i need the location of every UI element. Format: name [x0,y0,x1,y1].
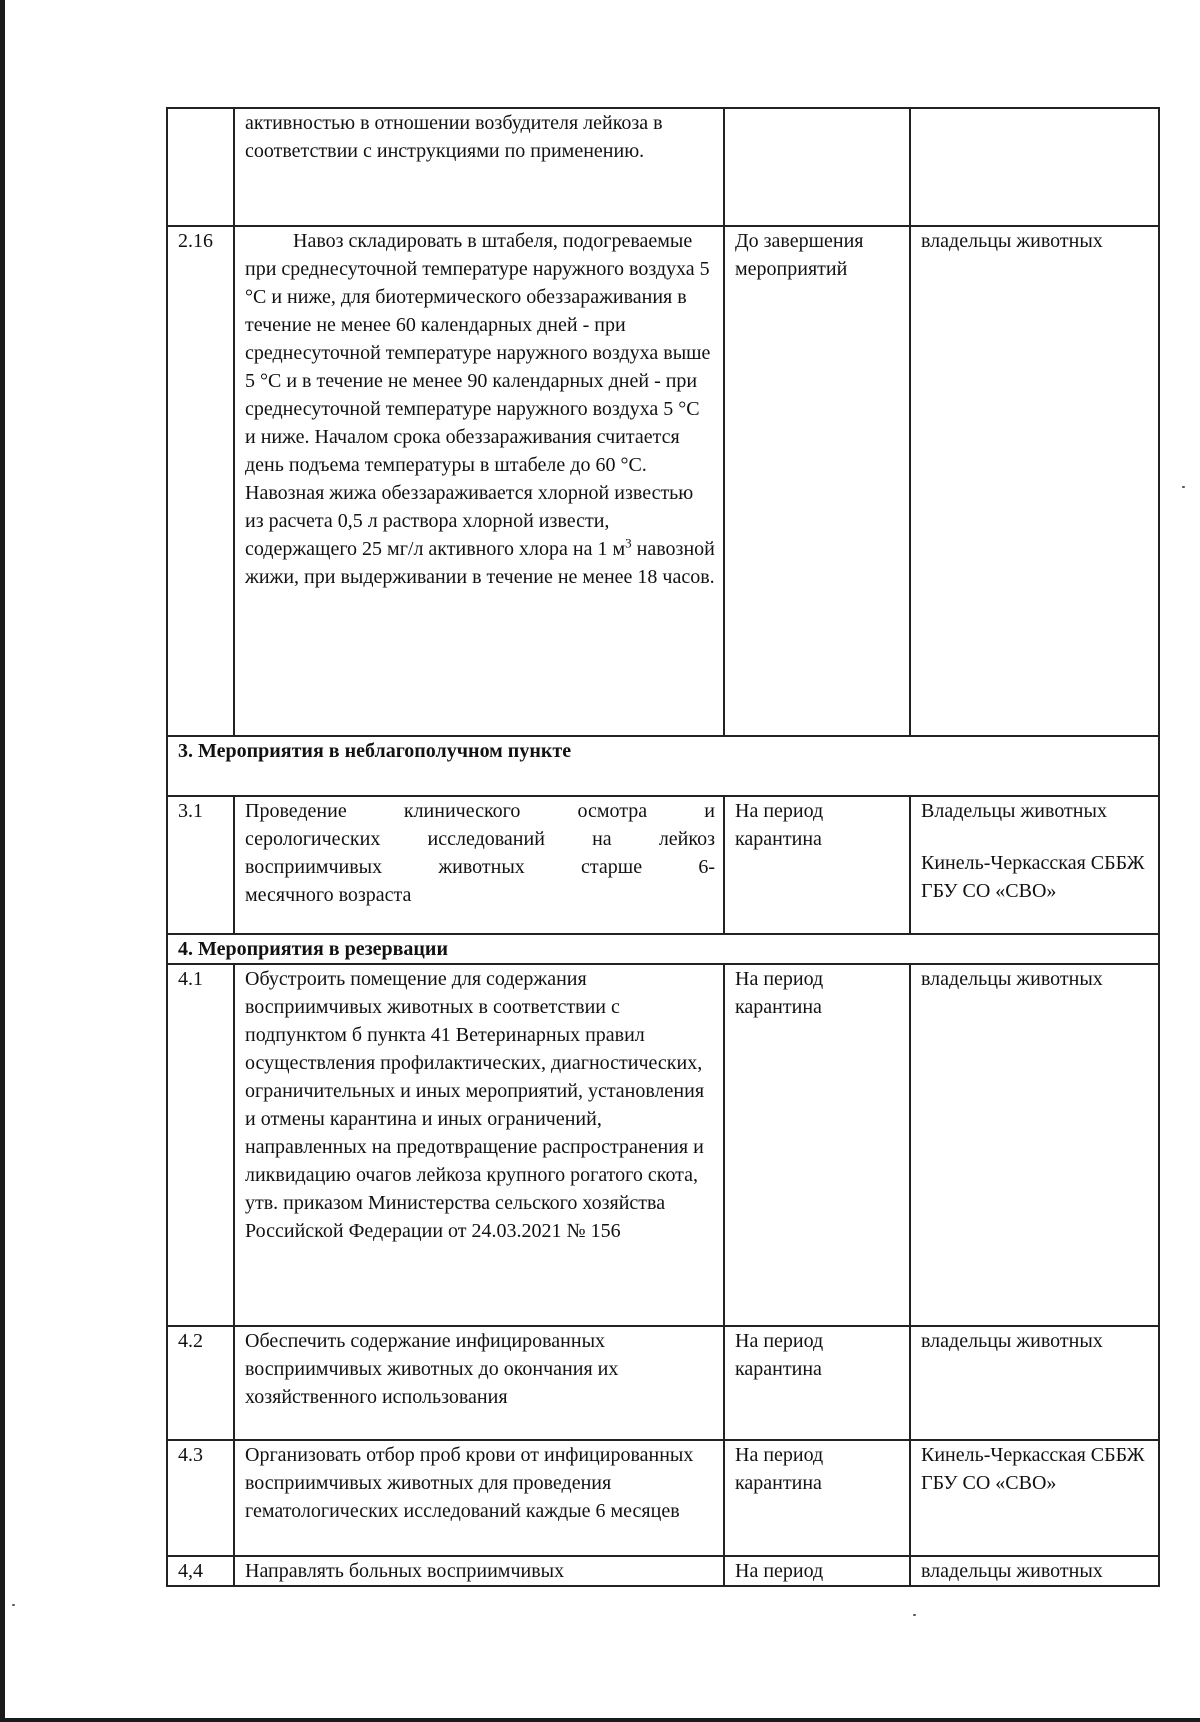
measure-responsible: Кинель-Черкасская СББЖ ГБУ СО «СВО» [910,1440,1159,1556]
section-row-4 [167,934,1159,964]
measure-term: На период карантина [724,1440,910,1556]
measure-responsible: владельцы животных [910,1326,1159,1440]
scan-speck [1182,486,1185,488]
measure-responsible: владельцы животных [910,964,1159,1326]
description-text-end: навозной жижи, при выдерживании в течение не менее 18 часов. [245,538,715,588]
measure-term: На период карантина [724,1326,910,1440]
responsible-station: Кинель-Черкасская СББЖ ГБУ СО «СВО» [921,852,1145,902]
scan-edge-bottom [0,1718,1200,1722]
measure-term: На период карантина [724,964,910,1326]
section-heading: 3. Мероприятия в неблагополучном пункте [167,736,1159,796]
section-heading: 4. Мероприятия в резервации [167,934,1159,964]
description-line: серологических исследований на лейкоз [245,828,715,850]
measure-term [724,108,910,226]
scan-speck [12,1604,15,1606]
measure-term: На период карантина [724,796,910,934]
row-number [167,108,234,226]
measures-table [166,107,1160,1587]
measure-responsible: владельцы животных [910,1556,1159,1586]
row-number: 4,4 [167,1556,234,1586]
responsible-owners: Владельцы животных [921,800,1107,822]
section-row-3 [167,736,1159,796]
row-number: 4.1 [167,964,234,1326]
row-number: 4.3 [167,1440,234,1556]
table-row-4-3 [167,1440,1159,1556]
description-line: восприимчивых животных старше 6- [245,856,715,878]
measure-responsible [910,796,1159,934]
measure-responsible [910,108,1159,226]
table-row-3-1 [167,796,1159,934]
measure-description: Организовать отбор проб крови от инфицированных восприимчивых животных для проведения гематологических исследований каждые 6 месяцев [234,1440,724,1556]
table-row-4-1 [167,964,1159,1326]
row-number: 2.16 [167,226,234,736]
description-line: месячного возраста [245,884,412,906]
row-number: 4.2 [167,1326,234,1440]
superscript-3: 3 [625,535,632,551]
row-number: 3.1 [167,796,234,934]
description-line: Проведение клинического осмотра и [245,800,715,822]
measure-description: активностью в отношении возбудителя лейкоза в соответствии с инструкциями по применению. [234,108,724,226]
measure-term: На период [724,1556,910,1586]
scan-edge-left [0,0,5,1722]
table-row-2-16 [167,226,1159,736]
measure-description: Направлять больных восприимчивых [234,1556,724,1586]
measure-description [234,796,724,934]
scan-speck [913,1614,916,1616]
measure-description [234,226,724,736]
measure-description: Обустроить помещение для содержания восприимчивых животных в соответствии с подпунктом б пункта 41 Ветеринарных правил осуществления профилактических, диагностических, ограничительных и иных мероприятий, установления и отмены карантина и иных ограничений, направленных на предотвращение распространения и ликвидацию очагов лейкоза крупного рогатого скота, утв. приказом Министерства сельского хозяйства Российской Федерации от 24.03.2021 № 156 [234,964,724,1326]
measure-responsible: владельцы животных [910,226,1159,736]
measure-term: До завершения мероприятий [724,226,910,736]
table-row-4-2 [167,1326,1159,1440]
table-row-continuation [167,108,1159,226]
table-row-4-4 [167,1556,1159,1586]
measure-description: Обеспечить содержание инфицированных восприимчивых животных до окончания их хозяйственного использования [234,1326,724,1440]
description-text: Навоз складировать в штабеля, подогреваемые при среднесуточной температуре наружного воздуха 5 °С и ниже, для биотермического обеззараживания в течение не менее 60 календарных дней - при среднесуточной температуре наружного воздуха выше 5 °С и в течение не менее 90 календарных дней - при среднесуточной температуре наружного воздуха 5 °С и ниже. Началом срока обеззараживания считается день подъема температуры в штабеле до 60 °С. Навозная жижа обеззараживается хлорной известью из расчета 0,5 л раствора хлорной извести, содержащего 25 мг/л активного хлора на 1 м [245,230,711,560]
